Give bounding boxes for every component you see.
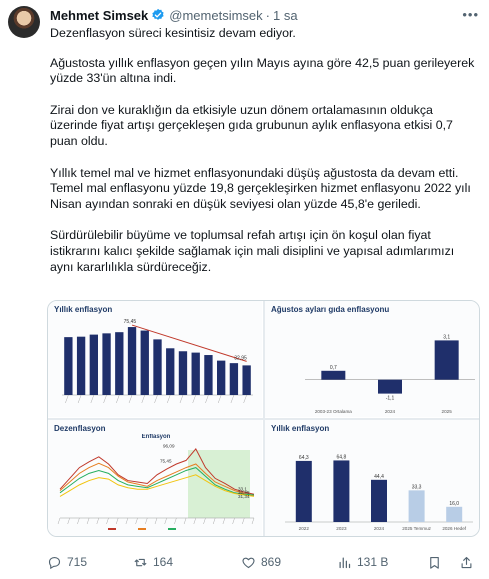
tick-label (87, 518, 89, 524)
tick-label (126, 518, 128, 524)
like-button[interactable] (241, 555, 281, 570)
chart-title: Yıllık enflasyon (54, 305, 113, 314)
data-label: 3,1 (443, 334, 451, 341)
tick-label (78, 395, 81, 403)
tick-label (97, 518, 99, 524)
bar (166, 348, 174, 395)
views-icon (337, 555, 352, 570)
tick-label (180, 395, 183, 403)
legend-swatch (168, 528, 176, 530)
data-label: 0,7 (329, 364, 337, 371)
tick-label: 2003-23 Ortalama (314, 409, 352, 414)
tweet-actions (47, 552, 479, 572)
tick-label (155, 395, 158, 403)
tick-label (68, 518, 70, 524)
like-count: 869 (261, 555, 282, 569)
chart-yearly-inflation-annual (265, 434, 479, 536)
bar (242, 365, 250, 395)
chart-title: Yıllık enflasyon (271, 424, 330, 433)
data-label: -1,1 (385, 395, 395, 402)
bar (102, 333, 110, 395)
data-label: 64,3 (298, 454, 309, 461)
tick-label: 2026 Hedef (442, 526, 467, 531)
tick-label (167, 395, 170, 403)
bar (230, 363, 238, 395)
tick-label (165, 518, 167, 524)
bar (446, 507, 462, 522)
tick-label (155, 518, 157, 524)
bar (371, 480, 387, 522)
tick-label: 2024 (384, 409, 396, 414)
data-label: 33,3 (411, 484, 422, 491)
tweet-media-image[interactable] (47, 300, 480, 537)
data-label: 32,95 (234, 355, 247, 362)
heart-icon (241, 555, 256, 570)
chart-food-inflation (265, 315, 479, 417)
tick-label (218, 395, 221, 403)
tweet-paragraph: Ağustosta yıllık enflasyon geçen yılın Mayıs ayına göre 42,5 puan gerileyerek yüzde 33'ün altına indi. (50, 55, 475, 86)
data-label: 31,34 (238, 493, 250, 499)
bar (77, 337, 85, 395)
tick-label (242, 518, 244, 524)
media-divider (48, 418, 480, 420)
bar (128, 327, 136, 395)
data-label: 16,0 (449, 500, 460, 507)
chart-panel-food-inflation (265, 301, 479, 417)
bar (409, 490, 425, 522)
tick-label (104, 395, 107, 403)
reply-icon (47, 555, 62, 570)
tick-label (194, 518, 196, 524)
tick-label (205, 395, 208, 403)
separator-dot: · (265, 7, 270, 23)
tick-label (58, 518, 60, 524)
bookmark-button[interactable] (427, 555, 442, 570)
tick-label (136, 518, 138, 524)
author-handle[interactable]: @memetsimsek (169, 7, 263, 23)
tick-label (91, 395, 94, 403)
chart-yearly-inflation (48, 315, 262, 417)
bar (204, 355, 212, 395)
bar (115, 332, 123, 395)
tweet-header (50, 7, 479, 23)
tick-label: 2025 (441, 409, 452, 414)
tick-label (252, 518, 254, 524)
data-label: 75,45 (123, 319, 137, 326)
reply-button[interactable] (47, 555, 87, 570)
reply-count: 715 (67, 555, 88, 569)
chart-subtitle: Enflasyon (141, 434, 171, 440)
chart-panel-yearly-inflation (48, 301, 262, 417)
bar (296, 461, 312, 522)
bookmark-icon (427, 555, 442, 570)
tweet-paragraph: Zirai don ve kuraklığın da etkisiyle uzun dönem ortalamasının oldukça üzerinde fiyat artışı gerçekleşen gıda grubunun aylık enflasyona etkisi 0,7 puan oldu. (50, 102, 453, 148)
tick-label (223, 518, 225, 524)
tick-label (77, 518, 79, 524)
chart-panel-yearly-inflation-annual (265, 420, 479, 536)
bar (90, 335, 98, 395)
legend-swatch (108, 528, 116, 530)
tick-label (184, 518, 186, 524)
data-label: 33,1 (238, 486, 247, 492)
bar (333, 460, 349, 522)
tick-label (213, 518, 215, 524)
view-count: 131 B (357, 555, 389, 569)
tick-label (231, 395, 234, 403)
data-label: 32,95 (238, 490, 250, 496)
verified-badge-icon (151, 8, 165, 22)
tweet-time[interactable]: 1 sa (272, 7, 298, 23)
tick-label (116, 518, 118, 524)
data-label: 96,09 (163, 443, 175, 449)
repost-button[interactable] (133, 555, 173, 570)
bar (435, 340, 459, 379)
tweet-paragraph: Dezenflasyon süreci kesintisiz devam ediyor. (50, 26, 296, 40)
tick-label (116, 395, 119, 403)
tick-label (244, 395, 247, 403)
tweet-text (50, 26, 480, 291)
bar (179, 351, 187, 395)
tick-label: 2022 (298, 526, 309, 531)
data-label: 75,45 (160, 458, 172, 464)
tick-label (204, 518, 206, 524)
tick-label: 2024 (373, 526, 385, 531)
tick-label (129, 395, 132, 403)
tick-label (142, 395, 145, 403)
bar (192, 353, 200, 395)
tick-label (145, 518, 147, 524)
tick-label (233, 518, 235, 524)
tick-label: 2025 Temmuz (402, 526, 431, 531)
views-button[interactable] (337, 555, 388, 570)
more-options-icon[interactable]: ••• (462, 7, 479, 22)
repost-icon (133, 555, 148, 570)
share-icon (459, 555, 474, 570)
bar (153, 339, 161, 395)
tick-label (107, 518, 109, 524)
data-label: 64,8 (336, 454, 347, 461)
chart-title: Dezenflasyon (54, 424, 106, 433)
bar (64, 337, 72, 395)
share-button[interactable] (459, 555, 474, 570)
trend-line (132, 325, 247, 361)
legend-swatch (138, 528, 146, 530)
tick-label (193, 395, 196, 403)
author-name[interactable]: Mehmet Simsek (50, 7, 149, 23)
tweet-paragraph: Sürdürülebilir büyüme ve toplumsal refah artışı için ön koşul olan fiyat istikrarını kalıcı şekilde sağlamak için mali disiplini ve yapısal adımlarımızı aynı kararlılıkla sürdüreceğiz. (50, 228, 455, 274)
data-label: 44,4 (374, 473, 384, 480)
tick-label (65, 395, 68, 403)
bar (217, 361, 225, 395)
author-avatar[interactable] (8, 6, 40, 38)
bar (141, 331, 149, 395)
chart-panel-disinflation (48, 420, 262, 536)
tick-label (174, 518, 176, 524)
bar (378, 380, 402, 394)
tweet-paragraph: Yıllık temel mal ve hizmet enflasyonundaki düşüş ağustosta da devam etti. Temel mal enflasyonu yüzde 19,8 gerçekleşirken hizmet enflasyonu 2022 yılı Nisan ayından sonraki en düşük seviyesi olan yüzde 45,8'e geriledi. (50, 165, 471, 211)
tick-label: 2023 (336, 526, 347, 531)
chart-title: Ağustos ayları gıda enflasyonu (271, 305, 390, 314)
repost-count: 164 (153, 555, 174, 569)
bar (321, 371, 345, 380)
chart-disinflation (48, 434, 262, 536)
